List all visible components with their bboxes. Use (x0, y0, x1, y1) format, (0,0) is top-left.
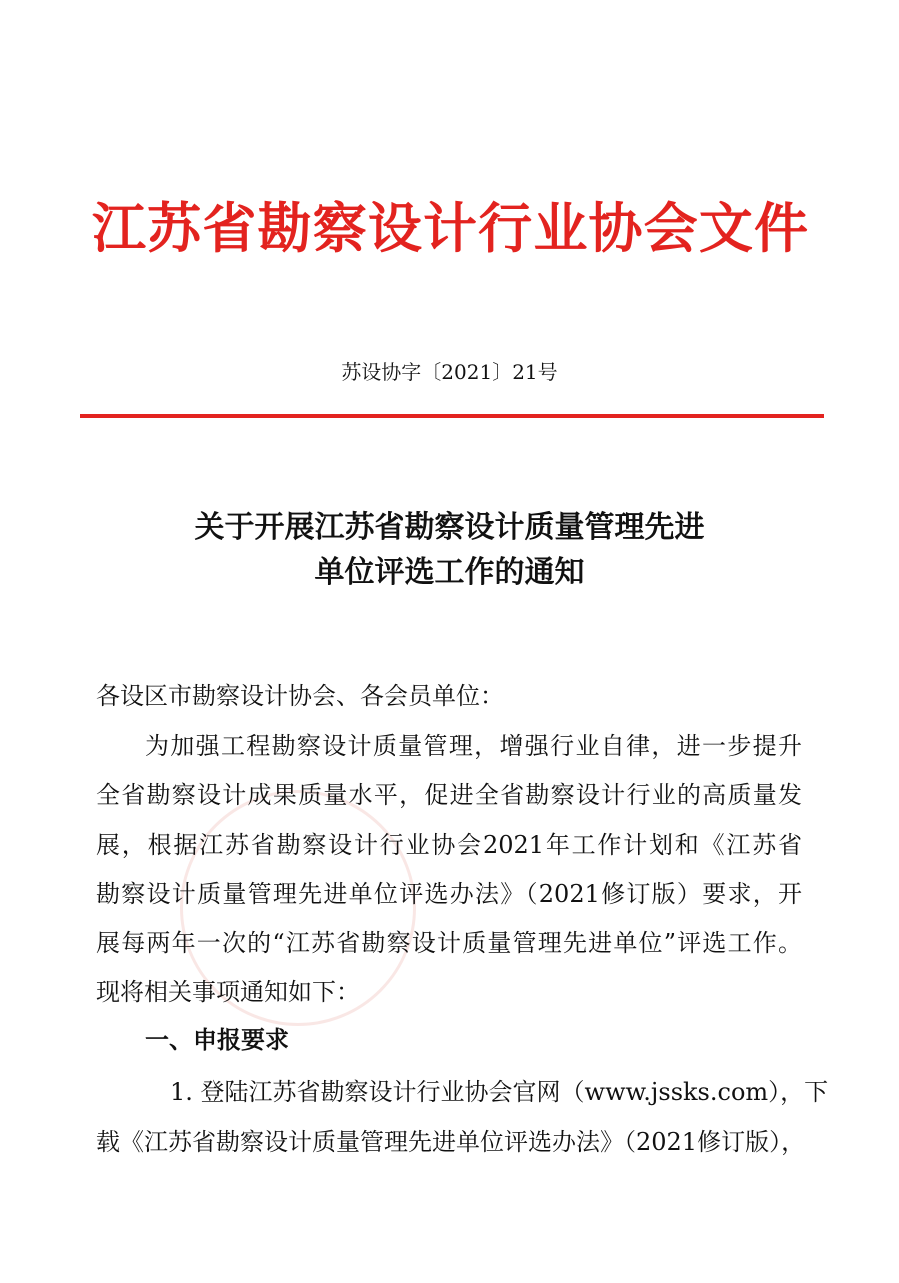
organization-title: 江苏省勘察设计行业协会文件 (92, 196, 808, 260)
salutation: 各设区市勘察设计协会、各会员单位： (96, 682, 504, 710)
paragraph-line: 现将相关事项通知如下： (96, 978, 360, 1006)
document-number: 苏设协字〔2021〕21号 (341, 360, 558, 384)
paragraph-line: 展，根据江苏省勘察设计行业协会2021年工作计划和《江苏省 (96, 831, 802, 859)
notice-title-line-2: 单位评选工作的通知 (314, 555, 585, 590)
paragraph-line: 勘察设计质量管理先进单位评选办法》（2021修订版）要求，开 (96, 880, 802, 908)
notice-title-line-1: 关于开展江苏省勘察设计质量管理先进 (194, 510, 705, 545)
paragraph-line: 展每两年一次的“江苏省勘察设计质量管理先进单位”评选工作。 (96, 929, 802, 957)
red-divider (80, 414, 824, 418)
paragraph-line: 为加强工程勘察设计质量管理，增强行业自律，进一步提升 (145, 732, 802, 760)
paragraph-line: 全省勘察设计成果质量水平，促进全省勘察设计行业的高质量发 (96, 781, 802, 809)
section-heading: 一、申报要求 (145, 1026, 289, 1054)
item-line: 1. 登陆江苏省勘察设计行业协会官网（www.jssks.com），下 (170, 1078, 829, 1106)
item-line: 载《江苏省勘察设计质量管理先进单位评选办法》（2021修订版）， (96, 1128, 806, 1156)
